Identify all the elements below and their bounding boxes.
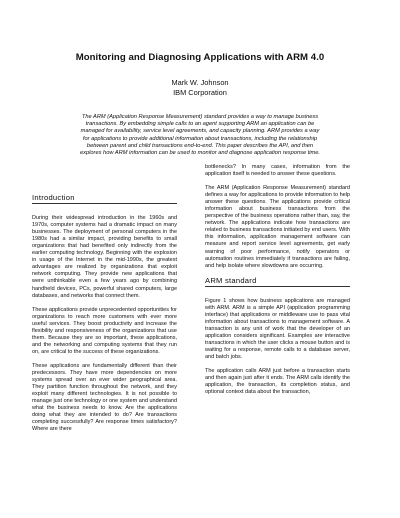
author-block [0, 78, 400, 98]
section-heading-arm-standard: ARM standard [205, 277, 350, 287]
paragraph: Figure 1 shows how business applications are managed with ARM. ARM is a simple API (application programming interface) that applications or middleware use to pass vital information about transactions to management software. A transaction is any unit of work that the developer of an application considers significant. Examples are interactive transactions in which the user clicks a mouse button and is waiting for a response, remote calls to a database server, and batch jobs. [205, 297, 350, 361]
right-column [205, 164, 350, 403]
paper-title: Monitoring and Diagnosing Applications with ARM 4.0 [75, 52, 325, 63]
paragraph: These applications are fundamentally different than their predecessors. They have more dependencies on more systems spread over an ever wider geographical area. They partition function throughout the network, and they exploit many different technologies. It is not possible to manage just one technology or one system and understand what the business needs to know. Are the applications doing what they are intended to do? Are transactions completing successfully? Are response times satisfactory? Where are there [32, 362, 177, 433]
paragraph: The application calls ARM just before a transaction starts and then again just after it ends. The ARM calls identify the application, the transaction, its completion status, and optional context data about the transaction, [205, 368, 350, 396]
paragraph: The ARM (Application Response Measurement) standard defines a way for applications to provide information to help answer these questions. The applications provide critical information about business transactions from the perspective of the business operations rather than, say, the network. The applications indicate how transactions are related to business transactions initiated by end users. With this information, application management software can measure and report service level agreements, get early warning of poor performance, notify operators or automation routines immediately if transactions are failing, and help isolate where slowdowns are occurring. [205, 185, 350, 269]
abstract: The ARM (Application Response Measurement) standard provides a way to manage business transactions. By embedding simple calls to an agent supporting ARM an application can be managed for availability, service level agreements, and capacity planning. ARM provides a way for applications to provide additional information about transactions, including the relationship between parent and child transactions end-to-end. This paper describes the API, and then explores how ARM information can be used to monitor and diagnose application response time. [79, 114, 321, 157]
section-heading-introduction: Introduction [32, 194, 177, 204]
left-column [32, 164, 177, 440]
paragraph: During their widespread introduction in the 1960s and 1970s, computer systems had a dramatic impact on many businesses. The deployment of personal computers in the 1980s had a similar impact, providing benefits to small organizations that had benefited only indirectly from the earlier computing technology. Beginning with the explosion in usage of the Internet in the mid-1990s, the greatest advantages are realized by organizations that exploit network computing. They provide new applications that were unthinkable even a few years ago by combining handheld devices, PCs, powerful shared computers, large databases, and networks that connect them. [32, 215, 177, 299]
author-affiliation: IBM Corporation [173, 88, 227, 97]
paragraph: These applications provide unprecedented opportunities for organizations to reach more customers with ever more useful services. They boost productivity and increase the flexibility and responsiveness of the organizations that use them. Because they are so important, these applications, and the networking and computing systems that they run on, are critical to the success of these organizations. [32, 306, 177, 355]
paragraph: bottlenecks? In many cases, information from the application itself is needed to answer these questions. [205, 164, 350, 178]
author-name: Mark W. Johnson [171, 78, 229, 87]
